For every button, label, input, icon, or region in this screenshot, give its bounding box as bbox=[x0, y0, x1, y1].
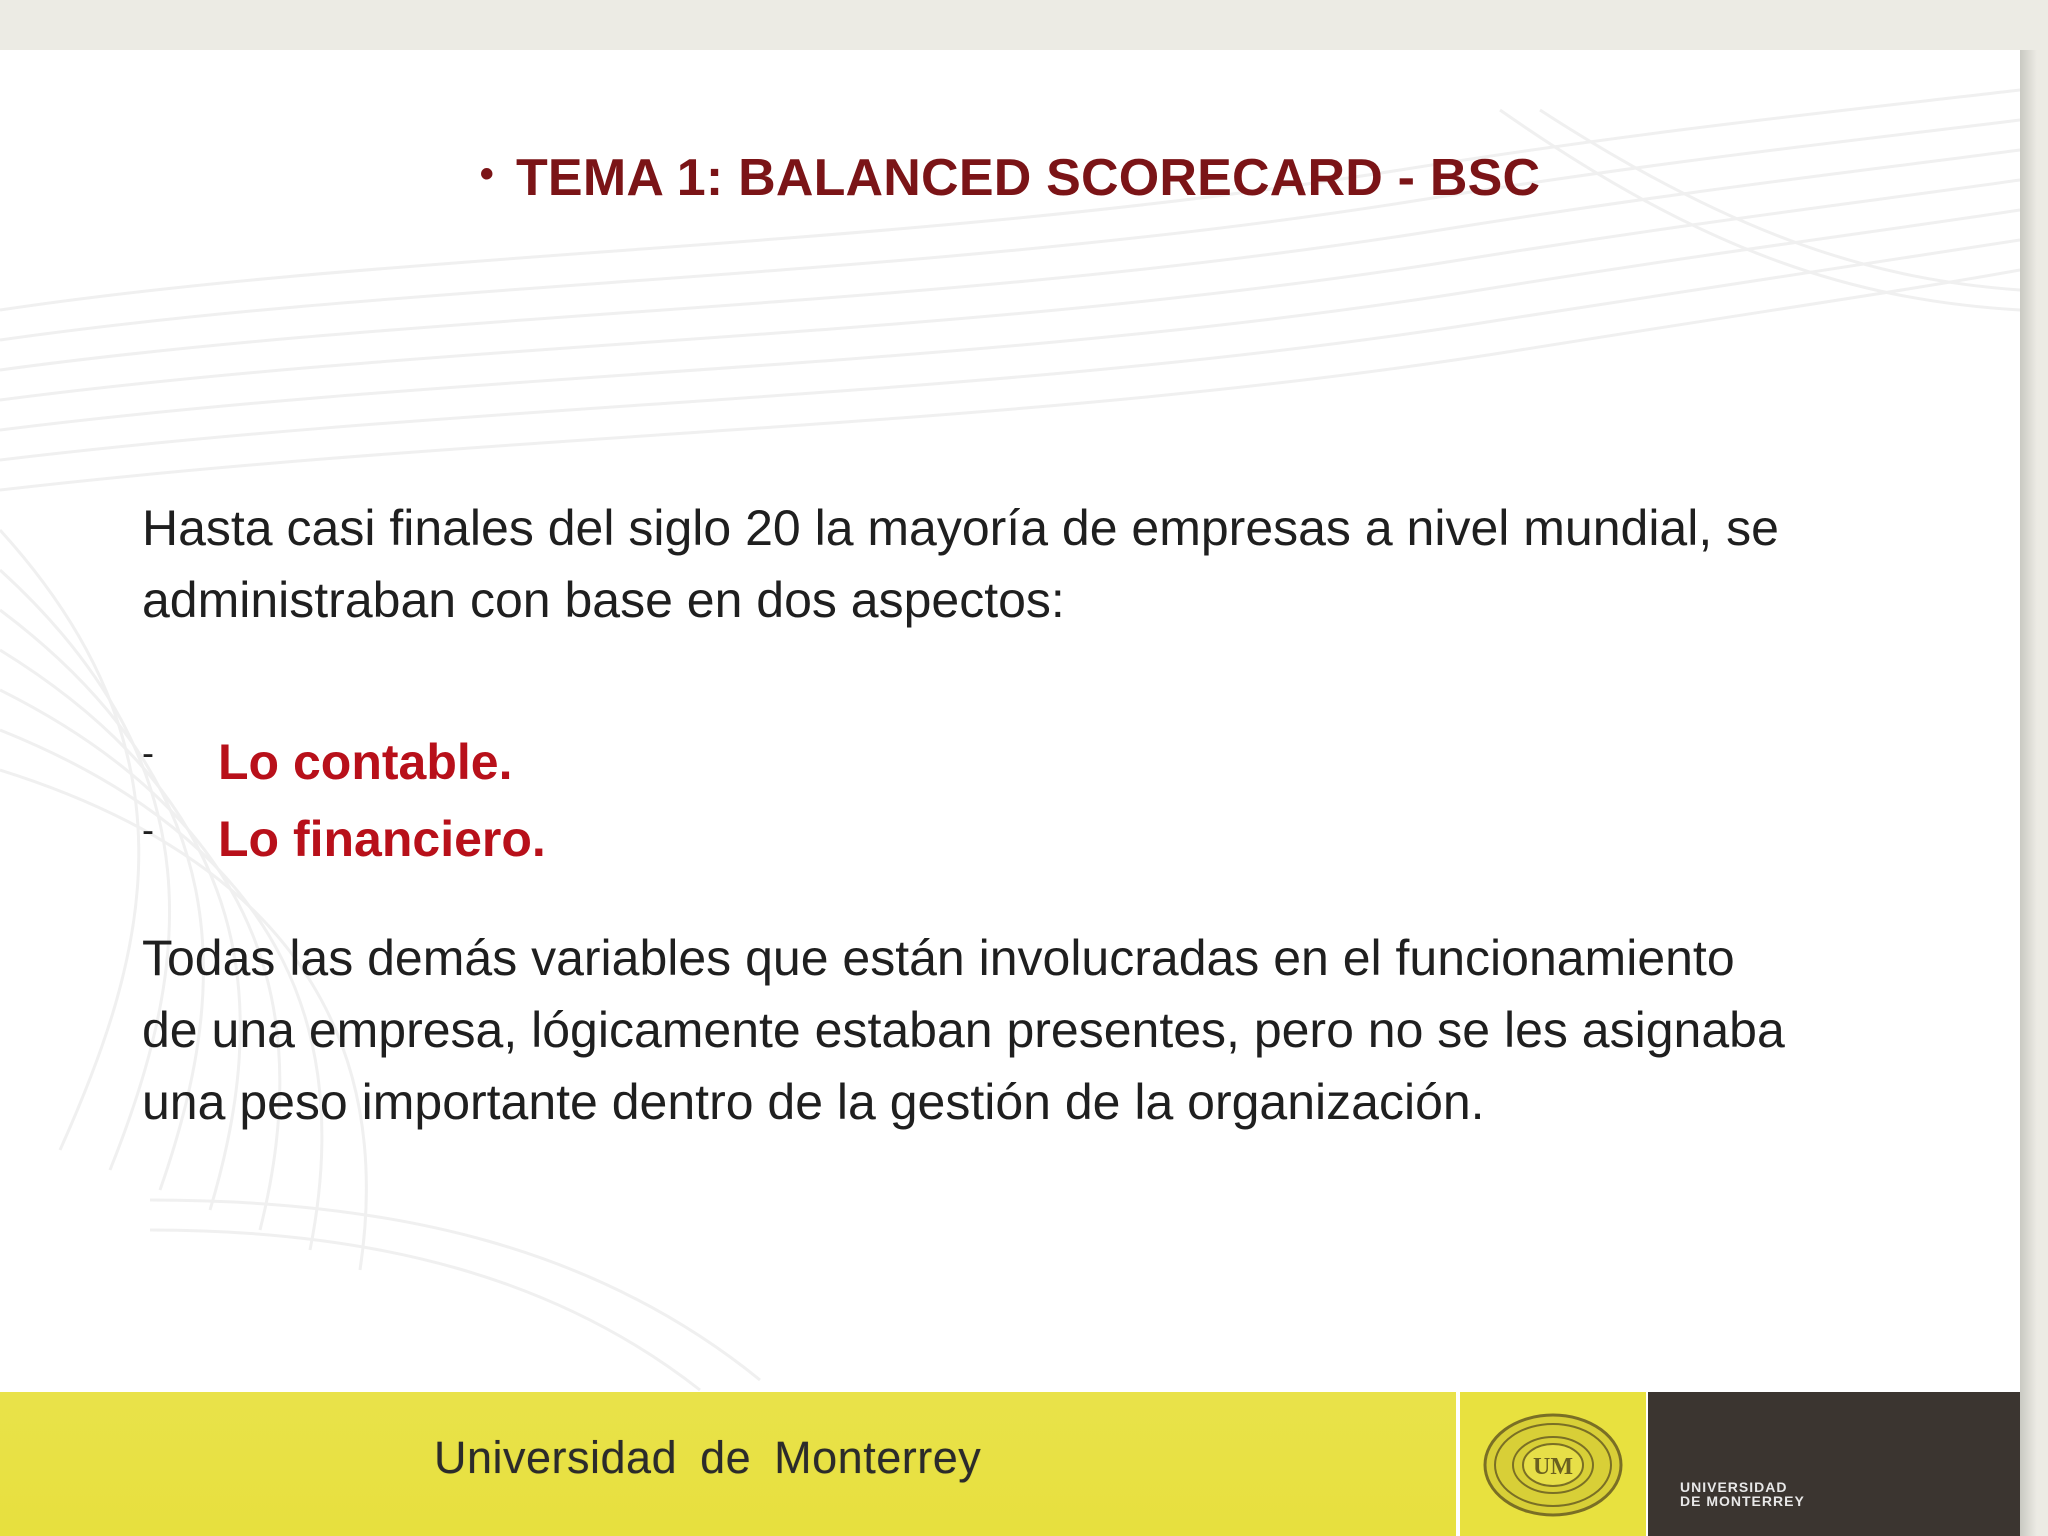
list-item bbox=[142, 803, 546, 880]
title-bullet: • bbox=[479, 152, 494, 196]
intro-paragraph: Hasta casi finales del siglo 20 la mayoría de empresas a nivel mundial, se administraban con base en dos aspectos: bbox=[142, 500, 1779, 628]
footer-logo-text-line2: DE MONTERREY bbox=[1680, 1493, 1805, 1509]
slide-right-shadow bbox=[2020, 50, 2048, 1536]
slide-title-text: TEMA 1: BALANCED SCORECARD - BSC bbox=[515, 149, 1541, 207]
list-item bbox=[142, 726, 546, 803]
list-item-text: Lo financiero. bbox=[218, 811, 546, 867]
seal-initials: UM bbox=[1533, 1454, 1573, 1480]
footer-university-name: Universidad de Monterrey bbox=[434, 1432, 982, 1483]
closing-paragraph bbox=[142, 922, 1904, 1138]
closing-paragraph-line: Todas las demás variables que están involucradas en el funcionamiento bbox=[142, 930, 1735, 986]
slide-title bbox=[0, 148, 2020, 208]
footer-logo-panel bbox=[1648, 1392, 2020, 1536]
background-swirl-decoration bbox=[0, 50, 2020, 1400]
university-seal-icon bbox=[1480, 1410, 1626, 1520]
closing-paragraph-line: una peso importante dentro de la gestión de la organización. bbox=[142, 1074, 1485, 1130]
list-dash-marker: - bbox=[142, 732, 154, 773]
closing-paragraph-line: de una empresa, lógicamente estaban presentes, pero no se les asignaba bbox=[142, 1002, 1785, 1058]
footer-logo-text-line1: UNIVERSIDAD bbox=[1680, 1479, 1788, 1495]
list-item-text: Lo contable. bbox=[218, 734, 513, 790]
footer-banner bbox=[0, 1392, 2020, 1536]
aspects-list bbox=[142, 726, 546, 880]
footer-logo-text bbox=[1680, 1480, 1805, 1508]
slide bbox=[0, 50, 2020, 1536]
list-dash-marker: - bbox=[142, 809, 154, 850]
